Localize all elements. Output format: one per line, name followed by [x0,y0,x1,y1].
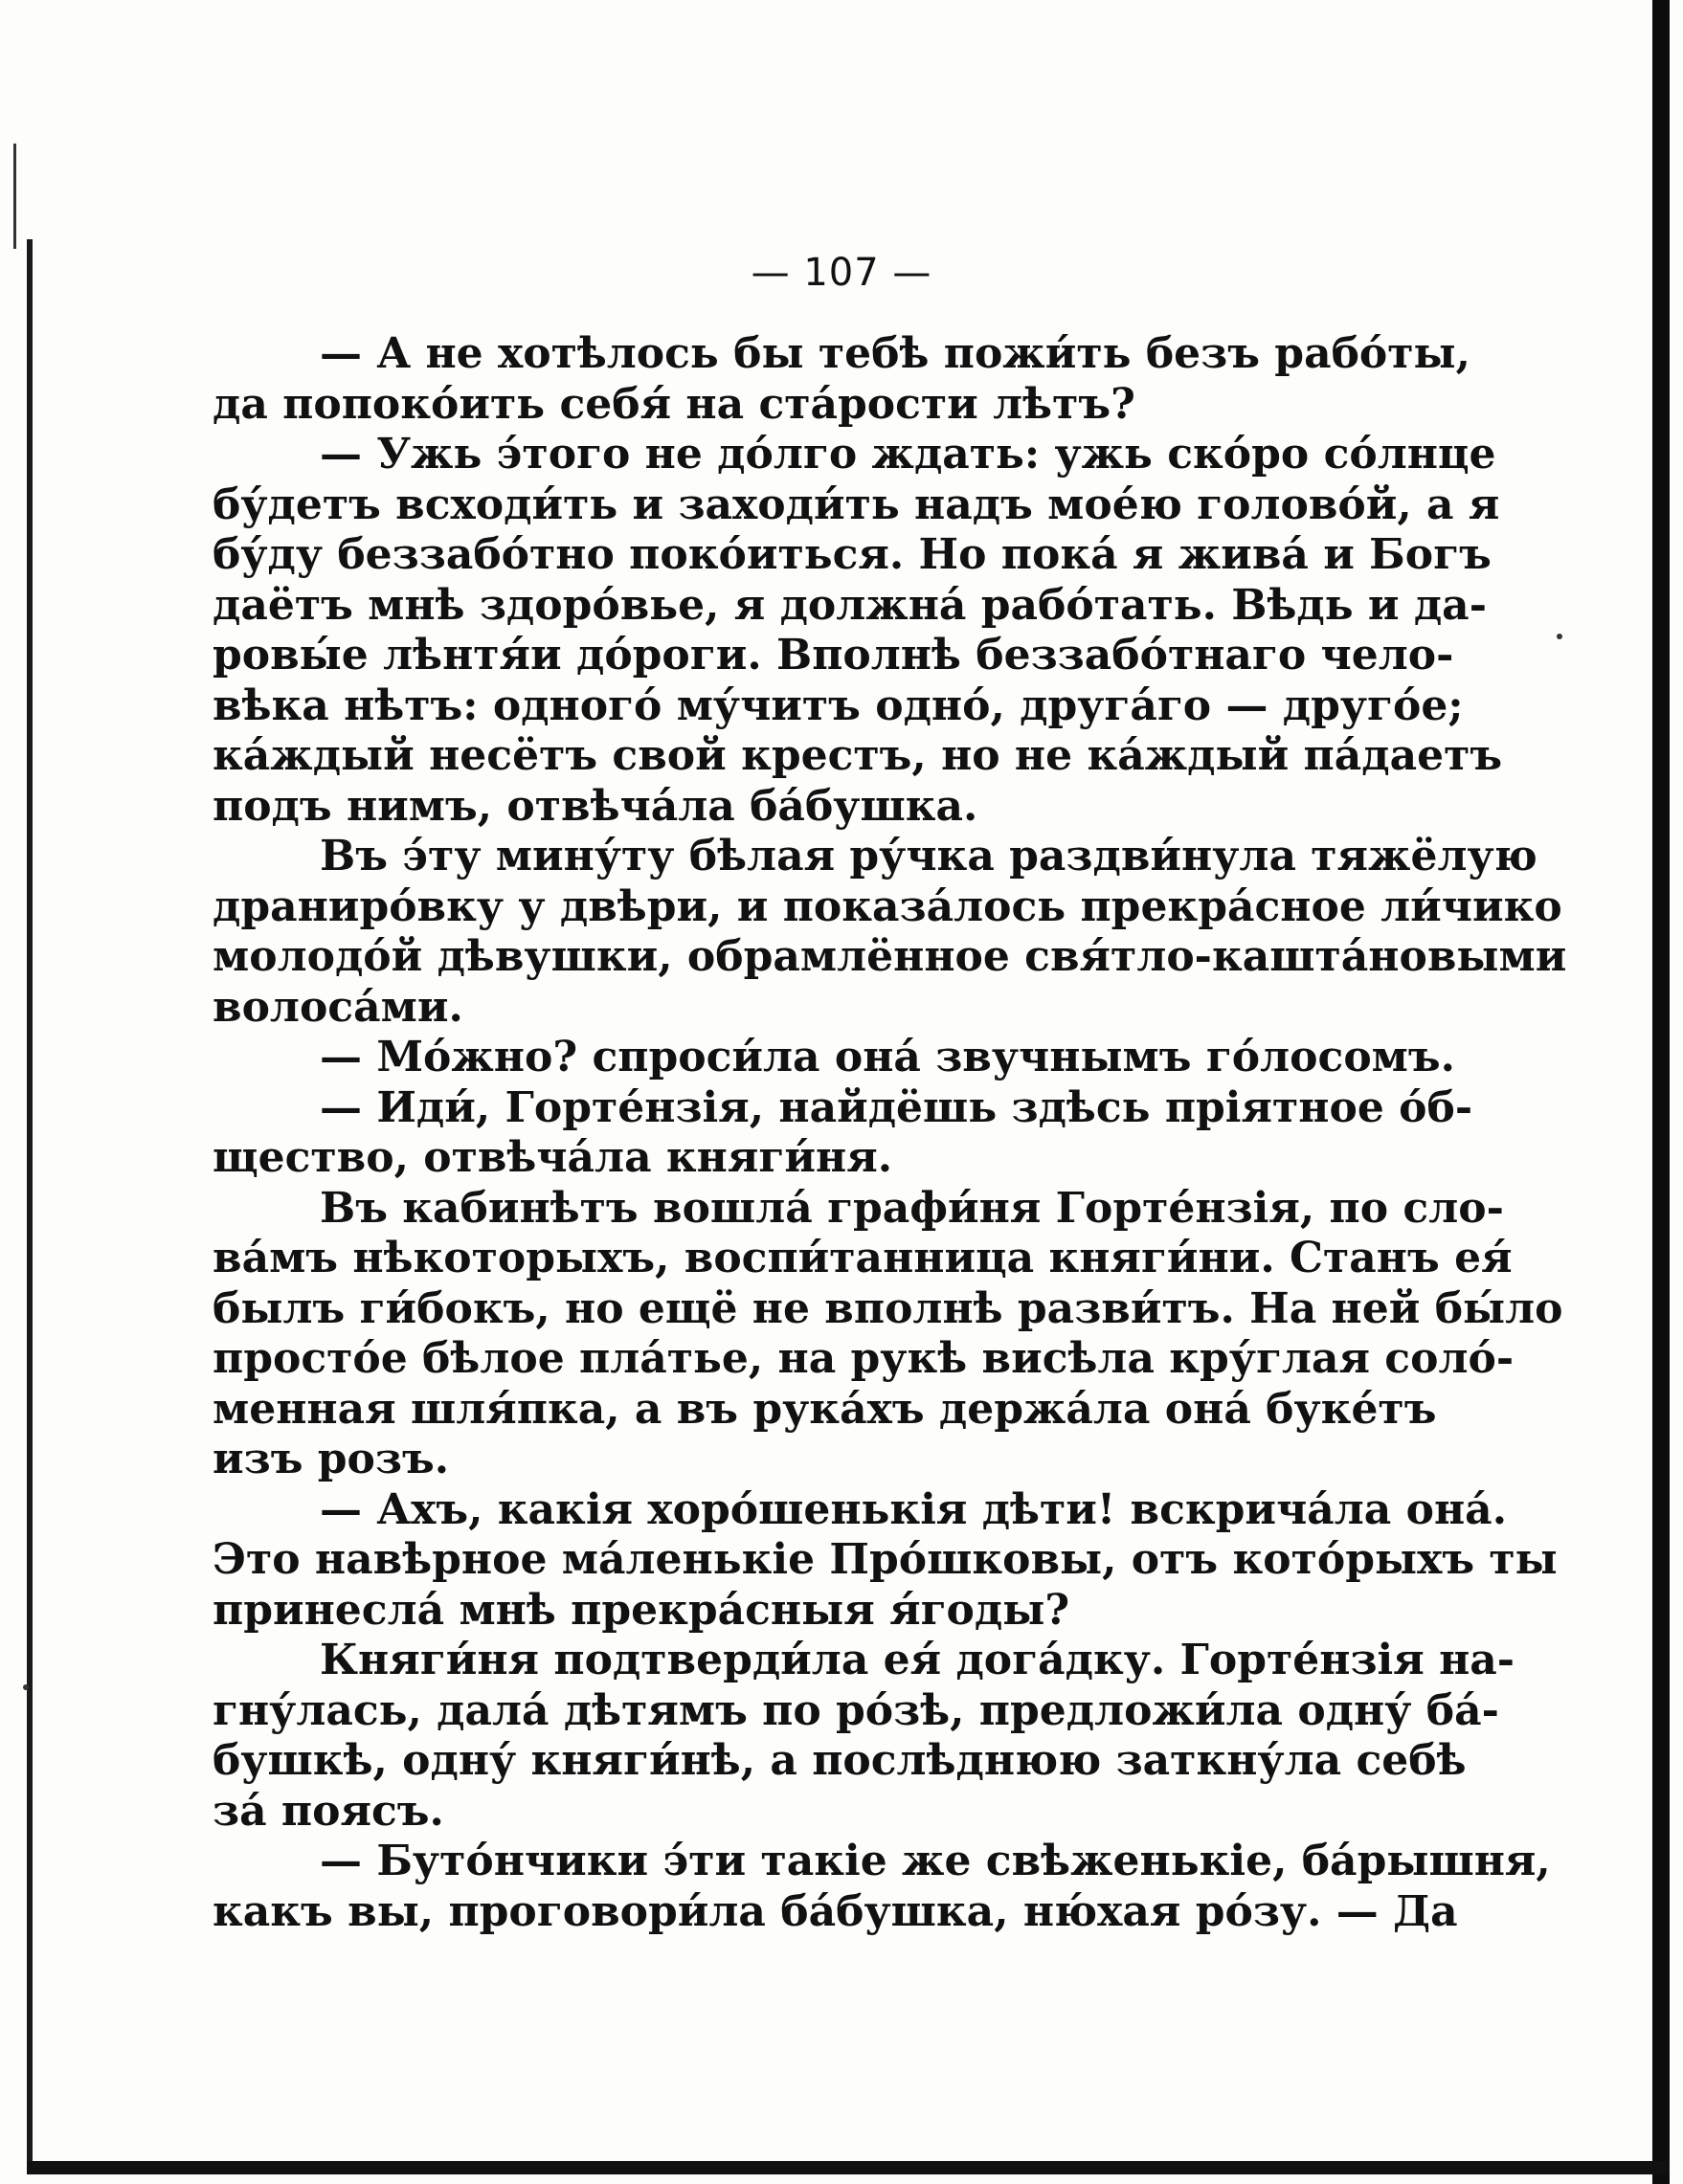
text-line: — А не хотѣлось бы тебѣ пожи́ть безъ рабо́ты, [320,329,1470,378]
scan-edge-mark [13,144,16,249]
text-line: — Иди́, Горте́нзія, найдёшь здѣсь пріятное о́б- [320,1082,1473,1132]
scan-right-edge [1652,0,1670,2184]
text-line: — Буто́нчики э́ти такіе же свѣженькіе, ба́рышня, [320,1837,1551,1885]
text-line: менная шля́пка, а въ рука́хъ держа́ла она́ буке́тъ [213,1384,1437,1434]
text-line: былъ ги́бокъ, но ещё не вполнѣ разви́тъ. На ней бы́ло [213,1283,1563,1333]
text-line: вѣка нѣтъ: одного́ му́читъ одно́, друга́го — друго́е; [213,680,1464,730]
scan-speck [23,1684,29,1690]
scan-speck [1557,634,1562,639]
text-line: просто́е бѣлое пла́тье, на рукѣ висѣла кру́глая соло́- [213,1334,1515,1383]
text-line: драниро́вку у двѣри, и показа́лось прекра́сное ли́чико [213,881,1562,931]
text-line: бушкѣ, одну́ княги́нѣ, а послѣднюю заткну́ла себѣ [213,1736,1467,1785]
scan-left-edge [27,239,33,2163]
text-line: Это навѣрное ма́ленькіе Про́шковы, отъ кото́рыхъ ты [213,1535,1558,1584]
text-line: изъ розъ. [213,1435,450,1483]
text-line: подъ нимъ, отвѣча́ла ба́бушка. [213,781,978,831]
text-line: Въ кабинѣтъ вошла́ графи́ня Горте́нзія, по сло- [320,1183,1504,1233]
text-line: Княги́ня подтверди́ла ея́ дога́дку. Горте́нзія на- [320,1636,1515,1684]
text-line: даётъ мнѣ здоро́вье, я должна́ рабо́тать. Вѣдь и да- [213,580,1487,630]
text-line: гну́лась, дала́ дѣтямъ по ро́зѣ, предложи́ла одну́ ба́- [213,1685,1499,1735]
scan-bottom-edge [27,2161,1670,2174]
text-line: за́ поясъ. [213,1786,444,1836]
text-line: молодо́й дѣвушки, обрамлённое свя́тло-кашта́новыми [213,932,1567,981]
body-text [213,329,1567,1937]
text-line: какъ вы, проговори́ла ба́бушка, ню́хая ро́зу. — Да [213,1886,1458,1936]
text-line: бу́детъ всходи́ть и заходи́ть надъ мое́ю голово́й, а я [213,479,1500,529]
text-line: Въ э́ту мину́ту бѣлая ру́чка раздви́нула тяжёлую [320,832,1537,880]
text-line: ровы́е лѣнтя́и до́роги. Вполнѣ беззабо́тнаго чело- [213,631,1454,680]
text-line: — Мо́жно? спроси́ла она́ звучнымъ го́лосомъ. [320,1033,1455,1081]
text-line: — Ужь э́того не до́лго ждать: ужь ско́ро со́лнце [320,430,1496,479]
text-line: — Ахъ, какія хоро́шенькія дѣти! вскрича́ла она́. [320,1484,1508,1534]
text-line: бу́ду беззабо́тно поко́иться. Но пока́ я жива́ и Богъ [213,530,1492,579]
page-number: — 107 — [751,251,932,295]
text-line: волоса́ми. [213,982,463,1032]
text-line: принесла́ мнѣ прекра́сныя я́годы? [213,1585,1070,1635]
text-line: ка́ждый несётъ свой крестъ, но не ка́ждый па́даетъ [213,731,1503,780]
text-line: да попоко́ить себя́ на ста́рости лѣтъ? [213,379,1135,429]
text-line: щество, отвѣча́ла княги́ня. [213,1133,893,1182]
text-line: ва́мъ нѣкоторыхъ, воспи́танница княги́ни. Станъ ея́ [213,1234,1513,1282]
